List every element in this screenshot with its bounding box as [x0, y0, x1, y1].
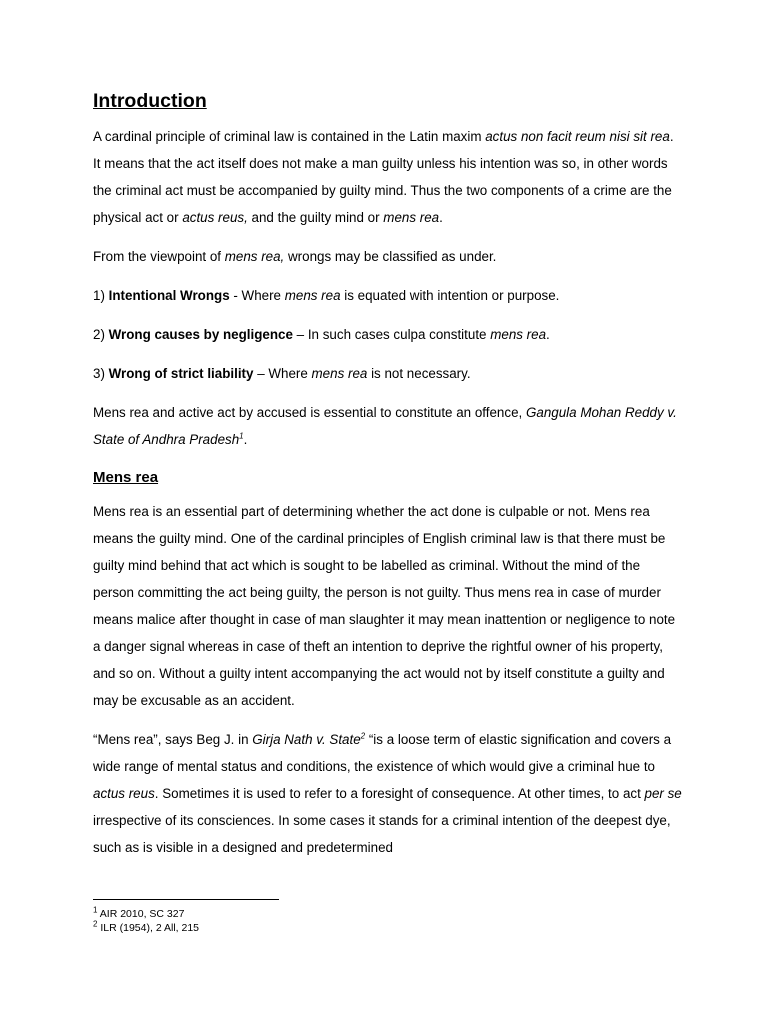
list-item-intentional-wrongs: 1) Intentional Wrongs - Where mens rea is equated with intention or purpose.	[93, 288, 560, 303]
intro-paragraph-2: From the viewpoint of mens rea, wrongs may be classified as under.	[93, 249, 497, 264]
list-item-negligence: 2) Wrong causes by negligence – In such cases culpa constitute mens rea.	[93, 327, 550, 342]
heading-introduction: Introduction	[93, 90, 207, 112]
intro-paragraph-1: A cardinal principle of criminal law is contained in the Latin maxim actus non facit reum nisi sit rea. It means that the act itself does not make a man guilty unless his intention was so, in other words the criminal act must be accompanied by guilty mind. Thus the two components of a crime are the physical act or actus reus, and the guilty mind or mens rea.	[93, 129, 674, 225]
intro-paragraph-3: Mens rea and active act by accused is essential to constitute an offence, Gangula Mohan Reddy v. State of Andhra Pradesh$^1$.	[93, 405, 677, 447]
case-citation: Gangula Mohan Reddy v. State of Andhra Pradesh$^1$	[93, 405, 677, 447]
footnote-ref-2[interactable]: 2	[360, 731, 366, 741]
mens-rea-paragraph-1: Mens rea is an essential part of determining whether the act done is culpable or not. Mens rea means the guilty mind. One of the cardinal principles of English criminal law is that there must be guilty mind behind that act which is sought to be labelled as criminal. Without the mind of the person committing the act being guilty, the person is not guilty. Thus mens rea in case of murder means malice after thought in case of man slaughter it may mean inattention or negligence to note a danger signal whereas in case of theft an intention to deprive the rightful owner of his property, and so on. Without a guilty intent accompanying the act would not by itself constitute a guilty and may be excusable as an accident.	[93, 504, 676, 708]
footnote-1: $^1$ AIR 2010, SC 327	[93, 905, 185, 920]
footnote-separator	[93, 899, 279, 900]
document-body	[93, 88, 683, 873]
footnote-ref-1[interactable]: 1	[239, 431, 244, 441]
case-citation: Girja Nath v. State$^2$	[252, 731, 366, 747]
footnote-2: $^2$ ILR (1954), 2 All, 215	[93, 919, 200, 934]
heading-mens-rea: Mens rea	[93, 469, 159, 486]
mens-rea-paragraph-2: “Mens rea”, says Beg J. in Girja Nath v. State$^2$ “is a loose term of elastic signification and covers a wide range of mental status and conditions, the existence of which would give a criminal hue to actus reus. Sometimes it is used to refer to a foresight of consequence. At other times, to act per se irrespective of its consciences. In some cases it stands for a criminal intention of the deepest dye, such as is visible in a designed and predetermined	[93, 731, 682, 855]
list-item-strict-liability: 3) Wrong of strict liability – Where mens rea is not necessary.	[93, 366, 471, 381]
footnotes	[93, 907, 199, 935]
